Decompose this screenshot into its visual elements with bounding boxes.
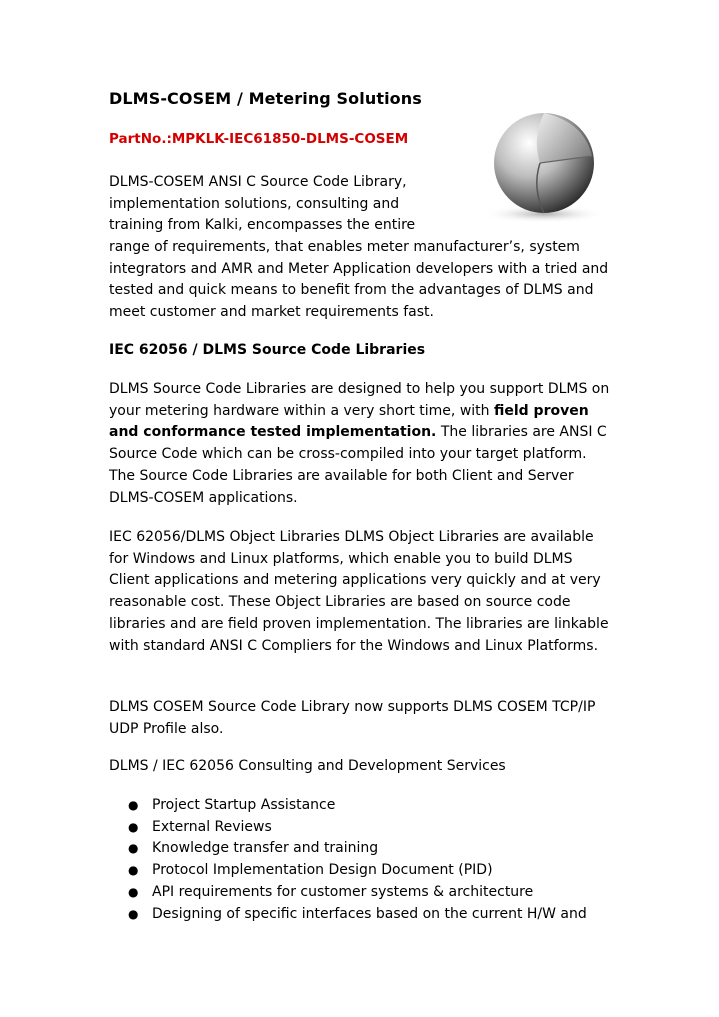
intro-line-1: DLMS-COSEM ANSI C Source Code Library, [109, 174, 407, 190]
services-list [109, 795, 619, 925]
libraries-text-1: DLMS Source Code Libraries are designed to help you support DLMS on your metering hardware within a very short time, with [109, 381, 610, 419]
list-item: ● Protocol Implementation Design Document (PID) [109, 860, 619, 882]
bullet-icon: ● [128, 884, 139, 899]
bullet-icon: ● [128, 906, 139, 921]
list-item: ● API requirements for customer systems & architecture [109, 882, 619, 904]
intro-paragraph: range of requirements, that enables meter manufacturer’s, system integrators and AMR and Meter Application developers with a tried and tested and quick means to benefit from the advantages of DLMS and meet customer and market requirements fast. [109, 239, 609, 321]
bullet-icon: ● [128, 798, 139, 812]
list-item: ● Project Startup Assistance [109, 795, 619, 817]
bullet-icon: ● [128, 863, 139, 878]
object-libraries-paragraph: IEC 62056/DLMS Object Libraries DLMS Object Libraries are available for Windows and Linux platforms, which enable you to build DLMS Client applications and metering applications very quickly and at very reasonable cost. These Object Libraries are based on source code libraries and are field proven implementation. The libraries are linkable with standard ANSI C Compliers for the Windows and Linux Platforms. [109, 529, 609, 654]
libraries-paragraph [109, 379, 615, 509]
tcpip-paragraph: DLMS COSEM Source Code Library now supports DLMS COSEM TCP/IP UDP Profile also. [109, 699, 596, 737]
list-item: ● Knowledge transfer and training [109, 838, 619, 860]
services-heading: DLMS / IEC 62056 Consulting and Development Services [109, 758, 506, 774]
intro-line-2: implementation solutions, consulting and [109, 196, 400, 212]
list-item: ● External Reviews [109, 817, 619, 839]
libraries-bold-text: field proven and conformance tested implementation. [109, 402, 589, 441]
intro-line-3: training from Kalki, encompasses the entire [109, 217, 416, 233]
page-title: DLMS-COSEM / Metering Solutions [109, 89, 422, 108]
section-heading: IEC 62056 / DLMS Source Code Libraries [109, 342, 426, 358]
part-number: PartNo.:MPKLK-IEC61850-DLMS-COSEM [109, 131, 409, 147]
sphere-logo-icon [472, 108, 612, 226]
bullet-icon: ● [128, 841, 139, 856]
bullet-icon: ● [128, 819, 139, 834]
libraries-text-2: The libraries are ANSI C Source Code which can be cross-compiled into your target platform. The Source Code Libraries are available for both Client and Server DLMS-COSEM applications. [109, 424, 607, 506]
list-item: ● Designing of specific interfaces based on the current H/W and [109, 904, 619, 926]
